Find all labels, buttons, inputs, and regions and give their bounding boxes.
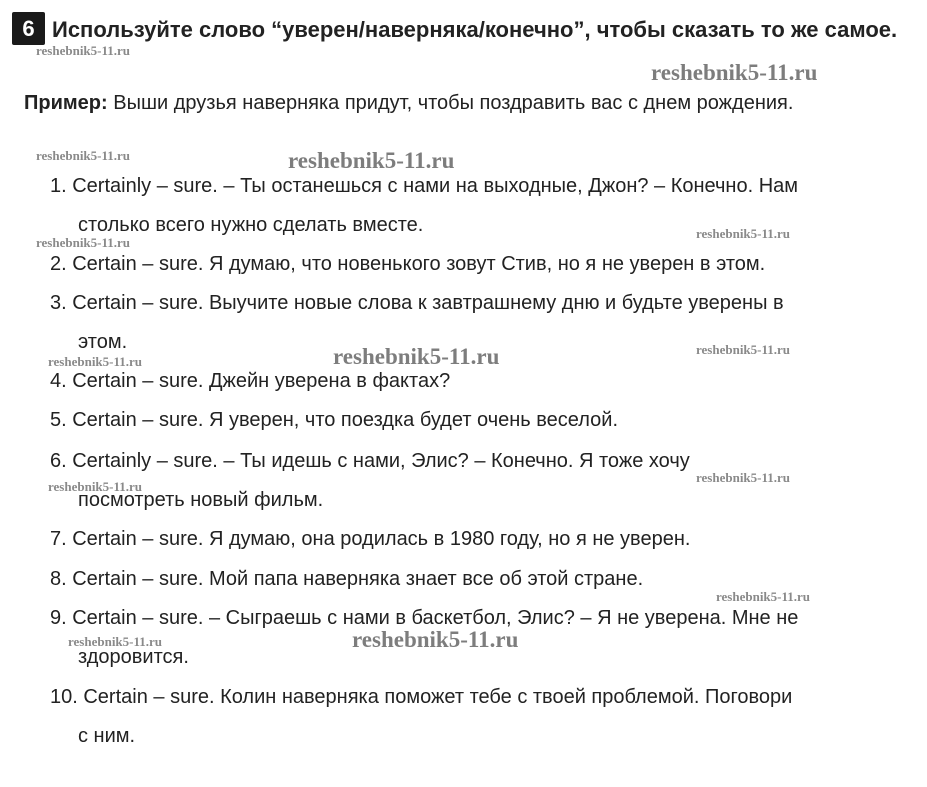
watermark: reshebnik5-11.ru: [288, 148, 455, 173]
answer-10-line2: с ним.: [78, 725, 136, 747]
example-text: Выши друзья наверняка придут, чтобы поздравить вас с днем рождения.: [107, 92, 794, 114]
answer-1-line2: столько всего нужно сделать вместе.: [78, 214, 424, 236]
watermark: reshebnik5-11.ru: [48, 479, 143, 494]
watermark: reshebnik5-11.ru: [333, 344, 500, 369]
watermark: reshebnik5-11.ru: [651, 60, 818, 85]
answer-3-line1: 3. Certain – sure. Выучите новые слова к завтрашнему дню и будьте уверены в: [50, 292, 784, 314]
answer-1-line1: 1. Certainly – sure. – Ты останешься с нами на выходные, Джон? – Конечно. Нам: [50, 175, 799, 197]
watermark: reshebnik5-11.ru: [696, 226, 791, 241]
watermark: reshebnik5-11.ru: [36, 43, 131, 58]
answer-item-10: [50, 678, 917, 756]
watermark: reshebnik5-11.ru: [68, 634, 163, 649]
answer-6-line2: посмотреть новый фильм.: [78, 489, 324, 511]
answer-7-line1: 7. Certain – sure. Я думаю, она родилась в 1980 году, но я не уверен.: [50, 528, 691, 550]
answer-item-7: [50, 520, 917, 559]
answer-5-line1: 5. Certain – sure. Я уверен, что поездка будет очень веселой.: [50, 409, 619, 431]
example-line: [24, 88, 919, 118]
example-label: Пример:: [24, 92, 108, 114]
answer-item-5: [50, 401, 917, 440]
watermark: reshebnik5-11.ru: [352, 627, 519, 652]
answer-8-line1: 8. Certain – sure. Мой папа наверняка знает все об этой стране.: [50, 568, 644, 590]
watermark: reshebnik5-11.ru: [696, 470, 791, 485]
watermark: reshebnik5-11.ru: [696, 342, 791, 357]
answer-9-line2: здоровится.: [78, 646, 189, 668]
answer-item-2: [50, 245, 917, 284]
watermark: reshebnik5-11.ru: [716, 589, 811, 604]
answer-10-line1: 10. Certain – sure. Колин наверняка поможет тебе с твоей проблемой. Поговори: [50, 686, 793, 708]
answer-3-line2: этом.: [78, 331, 128, 353]
answer-6-line1: 6. Certainly – sure. – Ты идешь с нами, Элис? – Конечно. Я тоже хочу: [50, 450, 690, 472]
answer-4-line1: 4. Certain – sure. Джейн уверена в фактах?: [50, 370, 451, 392]
watermark: reshebnik5-11.ru: [36, 148, 131, 163]
task-number-badge: 6: [12, 12, 45, 45]
watermark: reshebnik5-11.ru: [36, 235, 131, 250]
watermark: reshebnik5-11.ru: [48, 354, 143, 369]
answer-9-line1: 9. Certain – sure. – Сыграешь с нами в баскетбол, Элис? – Я не уверена. Мне не: [50, 607, 799, 629]
task-instruction: Используйте слово “уверен/наверняка/конечно”, чтобы сказать то же самое.: [52, 17, 898, 42]
answer-2-line1: 2. Certain – sure. Я думаю, что новенького зовут Стив, но я не уверен в этом.: [50, 253, 766, 275]
